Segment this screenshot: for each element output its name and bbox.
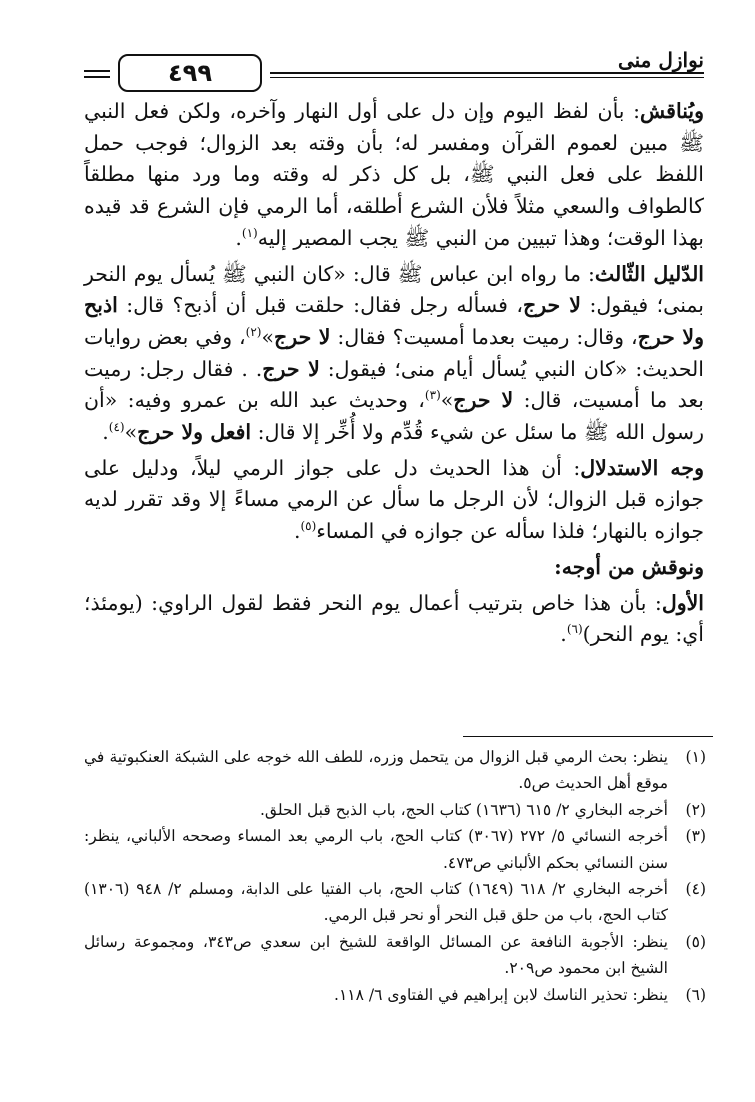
footnote-text: ينظر: الأجوبة النافعة عن المسائل الواقعة للشيخ ابن سعدي ص٣٤٣، ومجموعة رسائل الشيخ ابن محمود ص٢٠٩. bbox=[84, 932, 668, 978]
paragraph-lead: الدّليل الثّالث bbox=[594, 261, 705, 286]
footnote-item bbox=[84, 982, 706, 1008]
paragraph-end: . bbox=[235, 225, 242, 250]
paragraph-text: ، وقال: رميت بعدما أمسيت؟ فقال: bbox=[330, 324, 638, 349]
paragraph-text: » bbox=[440, 388, 454, 413]
hadith-phrase: لا حرج bbox=[262, 356, 320, 381]
paragraph-discussion bbox=[84, 96, 704, 255]
paragraph-end: . bbox=[560, 622, 567, 647]
footnote-text: أخرجه النسائي ٥/ ٢٧٢ (٣٠٦٧) كتاب الحج، باب الرمي بعد المساء وصححه الألباني، ينظر: سنن النسائي بحكم الألباني ص٤٧٣. bbox=[84, 827, 668, 872]
paragraph-text: : بأن هذا خاص بترتيب أعمال يوم النحر فقط لقول الراوي: (يومئذ؛ أي: يوم النحر) bbox=[84, 590, 704, 647]
hadith-phrase: لا حرج bbox=[453, 388, 514, 413]
footnote-ref: (١) bbox=[241, 225, 258, 240]
footnote-item bbox=[84, 876, 706, 929]
paragraph-text: ، فسأله رجل فقال: حلقت قبل أن أذبح؟ قال: bbox=[117, 293, 524, 318]
running-title: نوازل منى bbox=[617, 48, 704, 72]
paragraph-text: . . فقال رجل: رميت بعد ما أمسيت، قال: bbox=[84, 356, 704, 413]
footnote-item bbox=[84, 929, 706, 982]
footnote-number: (٦) bbox=[685, 985, 706, 1004]
paragraph-first-point bbox=[84, 588, 704, 651]
footnote-number: (١) bbox=[685, 748, 706, 766]
main-text bbox=[84, 96, 704, 651]
footnote-ref: (٣) bbox=[424, 388, 441, 403]
paragraph-lead: وجه الاستدلال bbox=[580, 455, 704, 480]
paragraph-end: . bbox=[102, 420, 109, 445]
page-number: ٤٩٩ bbox=[168, 59, 212, 87]
paragraph-text: ، وفي بعض روايات الحديث: «كان النبي يُسأل أيام منى؛ فيقول: bbox=[84, 324, 704, 381]
page-number-ornament bbox=[110, 52, 268, 92]
paragraph-end: . bbox=[293, 519, 301, 544]
section-heading: ونوقش من أوجه: bbox=[554, 554, 704, 579]
footnote-number: (٤) bbox=[685, 880, 706, 899]
paragraph-text: : أن هذا الحديث دل على جواز الرمي ليلاً، ودليل على جوازه قبل الزوال؛ لأن الرجل ما سأل عن الرمي مساءً إلا وقد تقرر لديه جوازه بالنهار؛ فلذا سأله عن جوازه في المساء bbox=[84, 455, 704, 544]
paragraph-third-evidence bbox=[84, 259, 704, 449]
footnote-number: (٥) bbox=[685, 932, 706, 951]
footnote-ref: (٥) bbox=[300, 519, 317, 534]
footnote-item bbox=[84, 744, 706, 797]
paragraph-text: ، وحديث عبد الله بن عمرو وفيه: «أن رسول الله ﷺ ما سئل عن شيء قُدِّم ولا أُخِّر إلا قال: bbox=[84, 388, 704, 445]
paragraph-text: : ما رواه ابن عباس ﷺ قال: «كان النبي ﷺ يُسأل يوم النحر بمنى؛ فيقول: bbox=[84, 261, 704, 318]
footnotes bbox=[84, 744, 706, 1008]
footnote-separator bbox=[463, 736, 713, 737]
paragraph-text: » bbox=[261, 324, 275, 349]
header-rule-left bbox=[84, 70, 110, 72]
header-rule-left-lower bbox=[84, 76, 110, 78]
footnote-text: أخرجه البخاري ٢/ ٦١٨ (١٦٤٩) كتاب الحج، باب الفتيا على الدابة، ومسلم ٢/ ٩٤٨ (١٣٠٦) كتاب الحج، باب من حلق قبل النحر أو نحر قبل الرمي. bbox=[84, 880, 668, 925]
hadith-phrase: اذبح ولا حرج bbox=[84, 293, 704, 349]
footnote-item bbox=[84, 823, 706, 876]
paragraph-inference bbox=[84, 453, 704, 548]
footnote-number: (٢) bbox=[685, 800, 706, 819]
paragraph-lead: ويُناقش bbox=[640, 99, 704, 123]
footnote-number: (٣) bbox=[685, 827, 706, 846]
hadith-phrase: افعل ولا حرج bbox=[137, 420, 252, 445]
footnote-text: ينظر: بحث الرمي قبل الزوال من يتحمل وزره، للطف الله خوجه على الشبكة العنكبوتية في موقع أهل الحديث ص٥. bbox=[84, 748, 668, 793]
hadith-phrase: لا حرج bbox=[523, 293, 581, 318]
hadith-phrase: لا حرج bbox=[274, 324, 331, 349]
paragraph-text: » bbox=[124, 420, 138, 445]
paragraph-objection-heading bbox=[84, 552, 704, 584]
footnote-item bbox=[84, 797, 706, 823]
footnote-text: أخرجه البخاري ٢/ ٦١٥ (١٦٣٦) كتاب الحج، باب الذبح قبل الحلق. bbox=[260, 800, 668, 819]
paragraph-text: : بأن لفظ اليوم وإن دل على أول النهار وآخره، ولكن فعل النبي ﷺ مبين لعموم القرآن ومفسر له؛ بأن وقته بعد الزوال؛ فوجب حمل اللفظ على فعل النبي ﷺ، بل كل ذكر له وقته وما ورد منها مطلقاً كالطواف والسعي مثلاً فلأن الشرع أطلقه، أما الرمي فإن الشرع قد قيده بهذا الوقت؛ وهذا تبيين من النبي ﷺ يجب المصير إليه bbox=[84, 99, 704, 250]
header-rule bbox=[270, 72, 704, 74]
footnote-ref: (٢) bbox=[245, 325, 262, 340]
paragraph-lead: الأول bbox=[661, 590, 704, 615]
header-rule-thin bbox=[270, 77, 704, 78]
footnote-text: ينظر: تحذير الناسك لابن إبراهيم في الفتاوى ٦/ ١١٨. bbox=[334, 985, 668, 1004]
running-header bbox=[84, 44, 704, 92]
footnote-ref: (٦) bbox=[566, 622, 583, 637]
footnote-ref: (٤) bbox=[108, 420, 125, 435]
